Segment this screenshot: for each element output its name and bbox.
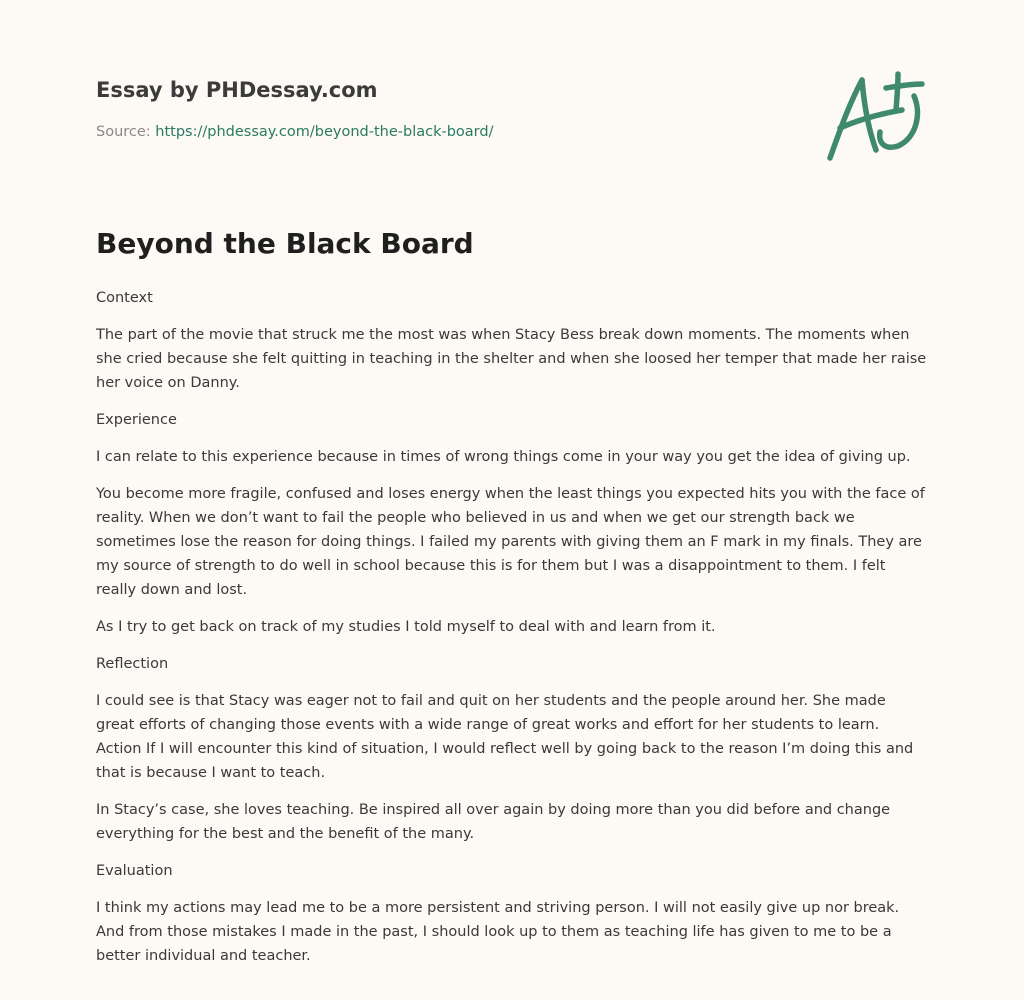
essay-header (96, 76, 796, 142)
section-heading: Context (96, 290, 153, 306)
section-heading: Experience (96, 412, 177, 428)
a-plus-grade-icon (818, 66, 928, 166)
essay-title: Beyond the Black Board (96, 227, 474, 260)
paragraph: I could see is that Stacy was eager not to fail and quit on her students and the people around her. She made great efforts of changing those events with a wide range of great works and effort for her students to learn. Action If I will encounter this kind of situation, I would reflect well by going back to the reason I’m doing this and that is because I want to teach. (96, 693, 914, 781)
paragraph: In Stacy’s case, she loves teaching. Be inspired all over again by doing more than you did before and change everything for the best and the benefit of the many. (96, 802, 891, 842)
source-line (96, 122, 796, 142)
paragraph: You become more fragile, confused and loses energy when the least things you expected hits you with the face of reality. When we don’t want to fail the people who believed in us and when we get our strength back we sometimes lose the reason for doing things. I failed my parents with giving them an F mark in my finals. They are my source of strength to do well in school because this is for them but I was a disappointment to them. I felt really down and lost. (96, 486, 925, 598)
essay-content (96, 224, 928, 981)
brand-title: Essay by PHDessay.com (96, 78, 378, 102)
paragraph: I can relate to this experience because in times of wrong things come in your way you get the idea of giving up. (96, 449, 911, 465)
source-label: Source: (96, 124, 151, 140)
section-heading: Evaluation (96, 863, 173, 879)
paragraph: As I try to get back on track of my studies I told myself to deal with and learn from it. (96, 619, 716, 635)
essay-body (96, 286, 928, 968)
paragraph: I think my actions may lead me to be a more persistent and striving person. I will not easily give up nor break. And from those mistakes I made in the past, I should look up to them as teaching life has given to me to be a better individual and teacher. (96, 900, 900, 964)
section-heading: Reflection (96, 656, 169, 672)
paragraph: The part of the movie that struck me the most was when Stacy Bess break down moments. The moments when she cried because she felt quitting in teaching in the shelter and when she loosed her temper that made her raise her voice on Danny. (96, 327, 927, 391)
source-link[interactable]: https://phdessay.com/beyond-the-black-board/ (155, 124, 494, 140)
